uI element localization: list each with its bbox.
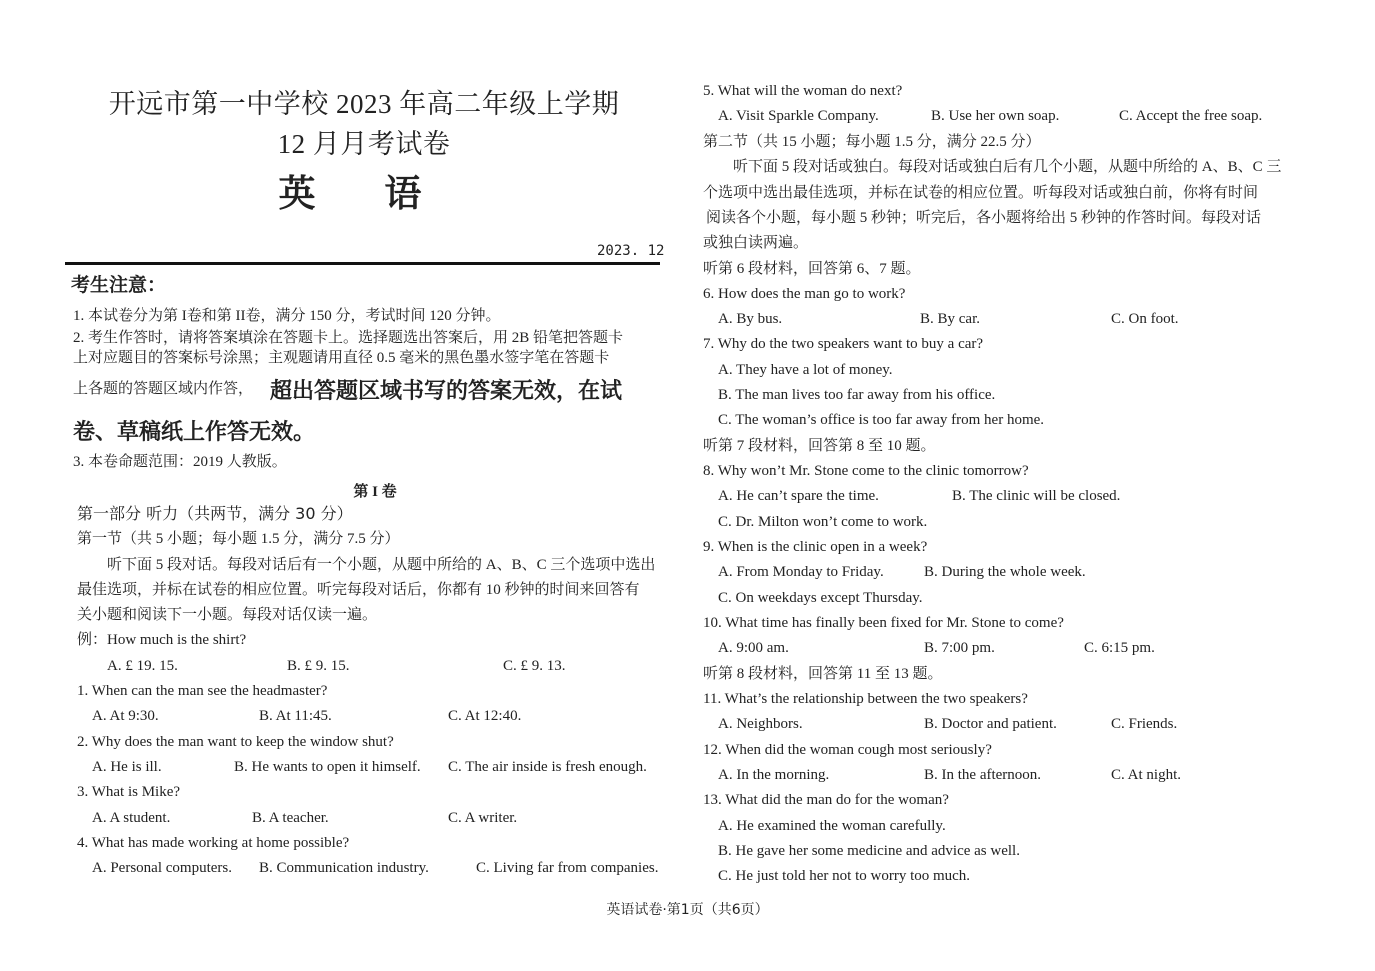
- question-12-option-c: C. At night.: [1111, 767, 1182, 783]
- section2-instructions-c: 阅读各个小题，每小题 5 秒钟；听完后，各小题将给出 5 秒钟的作答时间。每段对话: [706, 210, 1262, 226]
- question-4-option-b: B. Communication industry.: [259, 860, 429, 876]
- exam-title-line2: 12 月月考试卷: [277, 129, 451, 159]
- question-13-option-a: A. He examined the woman carefully.: [718, 818, 946, 834]
- notice-item-1: 1. 本试卷分为第 I卷和第 II卷，满分 150 分，考试时间 120 分钟。: [73, 308, 501, 324]
- question-13-option-c: C. He just told her not to worry too much.: [718, 868, 971, 884]
- question-5-option-a: A. Visit Sparkle Company.: [718, 108, 879, 124]
- question-9: 9. When is the clinic open in a week?: [703, 539, 928, 555]
- question-6: 6. How does the man go to work?: [703, 286, 906, 302]
- question-9-option-a: A. From Monday to Friday.: [718, 564, 884, 580]
- question-6-option-a: A. By bus.: [718, 311, 783, 327]
- question-3-option-a: A. A student.: [92, 810, 171, 826]
- question-5: 5. What will the woman do next?: [703, 83, 903, 99]
- question-12-option-a: A. In the morning.: [718, 767, 830, 783]
- question-7-option-a: A. They have a lot of money.: [718, 362, 893, 378]
- notice-item-2b: 上对应题目的答案标号涂黑；主观题请用直径 0.5 毫米的黑色墨水签字笔在答题卡: [73, 350, 610, 366]
- example-option-c: C. £ 9. 13.: [503, 658, 566, 674]
- section2-instructions-d: 或独白读两遍。: [703, 235, 809, 251]
- notice-heading: 考生注意：: [71, 274, 167, 296]
- question-7-option-c: C. The woman’s office is too far away from her home.: [718, 412, 1045, 428]
- page-footer: 英语试卷·第1页（共6页）: [606, 902, 769, 918]
- question-11: 11. What’s the relationship between the two speakers?: [703, 691, 1028, 707]
- material-8-heading: 听第 8 段材料，回答第 11 至 13 题。: [703, 666, 943, 682]
- question-10: 10. What time has finally been fixed for Mr. Stone to come?: [703, 615, 1064, 631]
- question-8: 8. Why won’t Mr. Stone come to the clinic tomorrow?: [703, 463, 1029, 479]
- notice-item-3: 3. 本卷命题范围：2019 人教版。: [73, 454, 287, 470]
- notice-item-2a: 2. 考生作答时，请将答案填涂在答题卡上。选择题选出答案后，用 2B 铅笔把答题卡: [73, 330, 624, 346]
- question-11-option-c: C. Friends.: [1111, 716, 1178, 732]
- question-10-option-b: B. 7:00 pm.: [924, 640, 995, 656]
- section2-heading: 第二节（共 15 小题；每小题 1.5 分，满分 22.5 分）: [703, 134, 1041, 150]
- question-1: 1. When can the man see the headmaster?: [77, 683, 328, 699]
- question-1-option-b: B. At 11:45.: [259, 708, 332, 724]
- subject-title: 英 语: [278, 172, 450, 215]
- question-11-option-b: B. Doctor and patient.: [924, 716, 1057, 732]
- question-11-option-a: A. Neighbors.: [718, 716, 803, 732]
- question-2-option-b: B. He wants to open it himself.: [234, 759, 421, 775]
- example-option-a: A. £ 19. 15.: [107, 658, 178, 674]
- material-7-heading: 听第 7 段材料，回答第 8 至 10 题。: [703, 438, 936, 454]
- question-9-option-b: B. During the whole week.: [924, 564, 1086, 580]
- question-10-option-a: A. 9:00 am.: [718, 640, 789, 656]
- question-4-option-c: C. Living far from companies.: [476, 860, 659, 876]
- question-3-option-c: C. A writer.: [448, 810, 518, 826]
- question-5-option-b: B. Use her own soap.: [931, 108, 1060, 124]
- question-6-option-c: C. On foot.: [1111, 311, 1179, 327]
- question-6-option-b: B. By car.: [920, 311, 980, 327]
- question-5-option-c: C. Accept the free soap.: [1119, 108, 1263, 124]
- notice-item-2c: 上各题的答题区域内作答，: [73, 381, 254, 397]
- question-3-option-b: B. A teacher.: [252, 810, 329, 826]
- section1-instructions-b: 最佳选项，并标在试卷的相应位置。听完每段对话后，你都有 10 秒钟的时间来回答有: [77, 582, 640, 598]
- question-13-option-b: B. He gave her some medicine and advice as well.: [718, 843, 1020, 859]
- section1-heading: 第一节（共 5 小题；每小题 1.5 分，满分 7.5 分）: [77, 531, 400, 547]
- example-question: 例：How much is the shirt?: [77, 632, 247, 648]
- question-7-option-b: B. The man lives too far away from his office.: [718, 387, 996, 403]
- example-option-b: B. £ 9. 15.: [287, 658, 350, 674]
- question-1-option-c: C. At 12:40.: [448, 708, 522, 724]
- section2-instructions-a: 听下面 5 段对话或独白。每段对话或独白后有几个小题，从题中所给的 A、B、C 三: [733, 159, 1282, 175]
- question-1-option-a: A. At 9:30.: [92, 708, 159, 724]
- section1-instructions-a: 听下面 5 段对话。每段对话后有一个小题，从题中所给的 A、B、C 三个选项中选出: [107, 557, 656, 573]
- question-3: 3. What is Mike?: [77, 784, 181, 800]
- question-10-option-c: C. 6:15 pm.: [1084, 640, 1155, 656]
- question-7: 7. Why do the two speakers want to buy a car?: [703, 336, 984, 352]
- notice-warning-2: 卷、草稿纸上作答无效。: [73, 420, 316, 445]
- header-divider: [65, 262, 660, 265]
- volume-heading: 第 I 卷: [353, 484, 397, 500]
- question-12: 12. When did the woman cough most seriously?: [703, 742, 992, 758]
- question-2-option-c: C. The air inside is fresh enough.: [448, 759, 647, 775]
- question-9-option-c: C. On weekdays except Thursday.: [718, 590, 923, 606]
- question-8-option-b: B. The clinic will be closed.: [952, 488, 1121, 504]
- question-4-option-a: A. Personal computers.: [92, 860, 232, 876]
- question-12-option-b: B. In the afternoon.: [924, 767, 1042, 783]
- notice-warning-1: 超出答题区域书写的答案无效，在试: [270, 379, 623, 404]
- exam-date: 2023. 12: [597, 243, 665, 259]
- section1-instructions-c: 关小题和阅读下一小题。每段对话仅读一遍。: [77, 607, 378, 623]
- question-2-option-a: A. He is ill.: [92, 759, 162, 775]
- material-6-heading: 听第 6 段材料，回答第 6、7 题。: [703, 261, 921, 277]
- section2-instructions-b: 个选项中选出最佳选项，并标在试卷的相应位置。听每段对话或独白前，你将有时间: [703, 185, 1259, 201]
- question-8-option-c: C. Dr. Milton won’t come to work.: [718, 514, 928, 530]
- part1-heading: 第一部分 听力（共两节，满分 30 分）: [77, 504, 353, 523]
- question-13: 13. What did the man do for the woman?: [703, 792, 949, 808]
- exam-title-line1: 开远市第一中学校 2023 年高二年级上学期: [108, 89, 620, 119]
- question-2: 2. Why does the man want to keep the window shut?: [77, 734, 394, 750]
- question-8-option-a: A. He can’t spare the time.: [718, 488, 879, 504]
- question-4: 4. What has made working at home possible?: [77, 835, 350, 851]
